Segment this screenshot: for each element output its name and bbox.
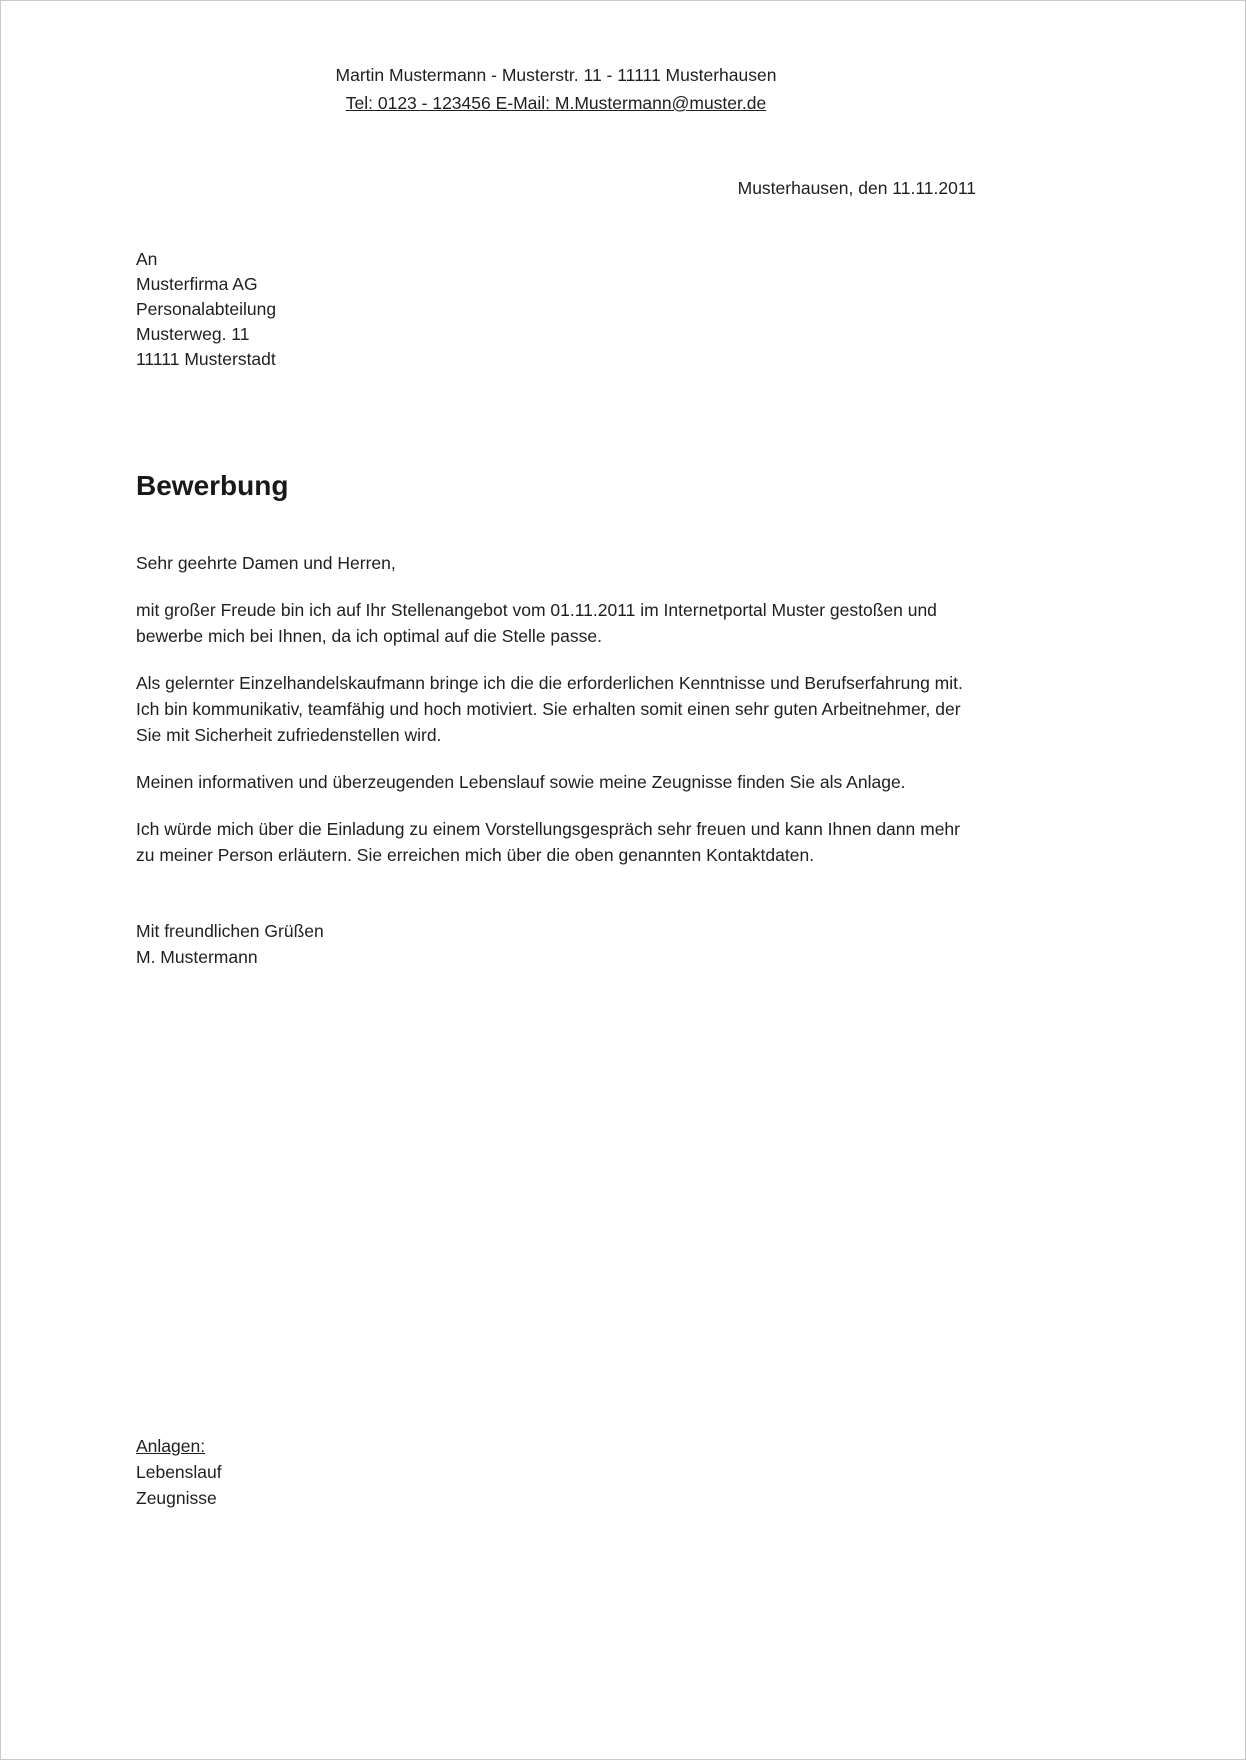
salutation: Sehr geehrte Damen und Herren, [136,553,396,573]
recipient-line: An [136,249,158,269]
closing-block [136,918,976,970]
recipient-line: Musterfirma AG [136,274,258,294]
attachment-item: Zeugnisse [136,1488,217,1508]
body-paragraph: Meinen informativen und überzeugenden Lebenslauf sowie meine Zeugnisse finden Sie als Anlage. [136,772,906,792]
recipient-block [136,247,976,372]
closing-phrase: Mit freundlichen Grüßen [136,921,324,941]
recipient-line: 11111 Musterstadt [136,349,276,369]
attachments-label: Anlagen: [136,1436,206,1456]
body-paragraph: mit großer Freude bin ich auf Ihr Stellenangebot vom 01.11.2011 im Internetportal Muster gestoßen und bewerbe mich bei Ihnen, da ich optimal auf die Stelle passe. [136,600,937,646]
attachments-block [136,1433,222,1511]
sender-header [136,61,976,117]
signature-name: M. Mustermann [136,947,258,967]
recipient-line: Musterweg. 11 [136,324,250,344]
body-paragraph: Als gelernter Einzelhandelskaufmann bringe ich die die erforderlichen Kenntnisse und Berufserfahrung mit. Ich bin kommunikativ, teamfähig und hoch motiviert. Sie erhalten somit einen sehr guten Arbeitnehmer, der Sie mit Sicherheit zufriedenstellen wird. [136,673,963,745]
body-paragraph: Ich würde mich über die Einladung zu einem Vorstellungsgespräch sehr freuen und kann Ihnen dann mehr zu meiner Person erläutern. Sie erreichen mich über die oben genannten Kontaktdaten. [136,819,960,865]
attachment-item: Lebenslauf [136,1462,222,1482]
letter-content [136,61,976,1508]
recipient-line: Personalabteilung [136,299,277,319]
subject-heading: Bewerbung [136,470,289,501]
date-line: Musterhausen, den 11.11.2011 [737,178,976,198]
sender-address-line: Martin Mustermann - Musterstr. 11 - 11111 Musterhausen [335,65,777,85]
sender-contact-line: Tel: 0123 - 123456 E-Mail: M.Mustermann@muster.de [345,93,767,113]
